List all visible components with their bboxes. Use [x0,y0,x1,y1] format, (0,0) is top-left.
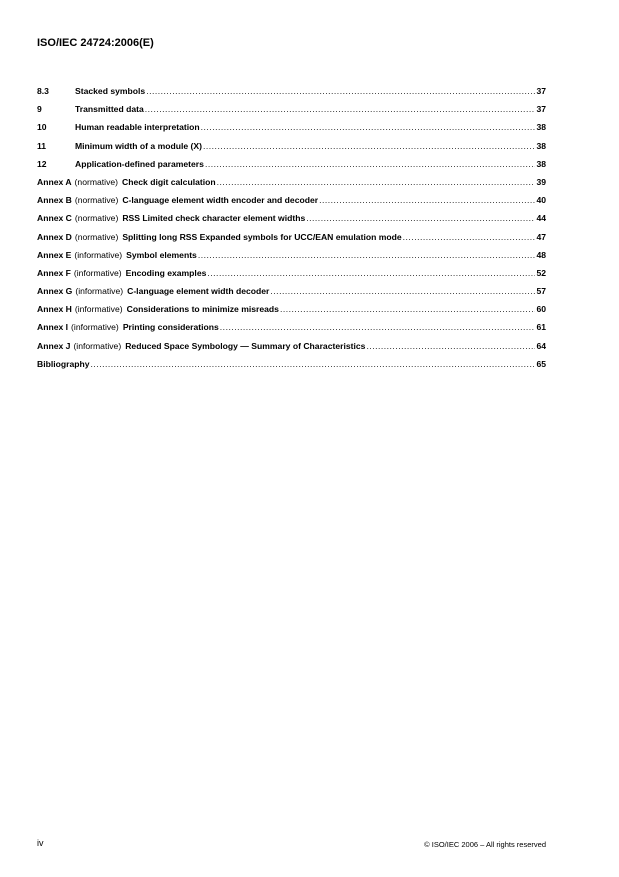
toc-entry-annex[interactable] [37,195,546,213]
toc-annex-type: (informative) [71,322,119,333]
toc-page-number: 61 [536,322,546,333]
toc-page-number: 60 [536,304,546,315]
toc-dot-leader [203,141,535,151]
toc-page-number: 57 [536,286,546,297]
toc-entry-title: Check digit calculation [122,176,216,187]
toc-entry-title: Splitting long RSS Expanded symbols for UCC/EAN emulation mode [122,231,402,242]
toc-dot-leader [91,359,536,369]
toc-entry-title: Transmitted data [75,104,144,115]
toc-entry-clause[interactable] [37,159,546,177]
toc-page-number: 65 [536,358,546,369]
toc-annex-type: (informative) [75,286,124,297]
toc-entry-annex[interactable] [37,268,546,286]
toc-dot-leader [201,122,536,132]
toc-entry-title: C-language element width encoder and decoder [122,195,319,206]
toc-annex-label: Annex E [37,249,72,260]
toc-entry-title: Symbol elements [126,249,197,260]
toc-page-number: 37 [536,86,546,96]
toc-dot-leader [220,322,536,332]
toc-annex-type: (normative) [74,195,119,206]
toc-entry-clause[interactable] [37,104,546,122]
toc-annex-type: (normative) [74,231,119,242]
toc-page-number: 38 [536,122,546,133]
toc-entry-annex[interactable] [37,232,546,250]
toc-clause-number: 10 [37,122,47,133]
toc-annex-label: Annex J [37,340,71,351]
toc-dot-leader [198,250,536,260]
toc-page-number: 52 [536,267,546,278]
toc-clause-number: 12 [37,158,47,169]
toc-annex-type: (informative) [73,340,122,351]
footer-page-number: iv [37,838,44,848]
toc-entry-title: Stacked symbols [75,86,146,96]
toc-entry-clause[interactable] [37,141,546,159]
toc-page-number: 64 [536,340,546,351]
toc-entry-title: Printing considerations [122,322,219,333]
toc-page-number: 47 [536,231,546,242]
toc-dot-leader [366,341,535,351]
toc-entry-title: Considerations to minimize misreads [126,304,279,315]
toc-entry-clause[interactable] [37,122,546,140]
toc-entry-annex[interactable] [37,322,546,340]
toc-annex-label: Annex A [37,176,72,187]
toc-entry-annex[interactable] [37,304,546,322]
toc-dot-leader [217,177,536,187]
toc-annex-type: (informative) [73,267,122,278]
toc-annex-type: (informative) [74,304,123,315]
toc-entry-title: C-language element width decoder [127,286,270,297]
toc-entry-annex[interactable] [37,213,546,231]
toc-entry-title: Reduced Space Symbology — Summary of Characteristics [125,340,366,351]
toc-annex-label: Annex C [37,213,72,224]
toc-annex-type: (normative) [74,176,119,187]
footer-copyright: © ISO/IEC 2006 – All rights reserved [424,840,546,849]
toc-entry-title: Human readable interpretation [75,122,200,133]
toc-clause-number: 9 [37,104,42,115]
toc-dot-leader [270,286,535,296]
toc-page-number: 37 [536,104,546,115]
toc-entry-clause[interactable] [37,86,546,104]
toc-clause-number: 8.3 [37,86,49,96]
toc-entry-bibliography[interactable] [37,359,546,377]
document-header: ISO/IEC 24724:2006(E) [37,37,154,49]
toc-entry-title: Application-defined parameters [75,158,204,169]
toc-dot-leader [403,232,536,242]
toc-page-number: 38 [536,158,546,169]
toc-entry-title: Minimum width of a module (X) [75,140,202,151]
table-of-contents [37,86,546,377]
toc-entry-title: Bibliography [37,358,90,369]
toc-page-number: 38 [536,140,546,151]
toc-page-number: 44 [536,213,546,224]
toc-dot-leader [280,304,535,314]
toc-annex-label: Annex G [37,286,73,297]
toc-page-number: 39 [536,176,546,187]
toc-entry-annex[interactable] [37,177,546,195]
toc-annex-label: Annex D [37,231,72,242]
toc-annex-label: Annex F [37,267,71,278]
toc-annex-type: (normative) [74,213,119,224]
toc-page-number: 40 [536,195,546,206]
toc-dot-leader [145,104,536,114]
toc-entry-annex[interactable] [37,250,546,268]
toc-annex-label: Annex I [37,322,69,333]
toc-dot-leader [205,159,536,169]
toc-page-number: 48 [536,249,546,260]
toc-annex-label: Annex B [37,195,72,206]
toc-dot-leader [319,195,535,205]
toc-annex-type: (informative) [74,249,123,260]
toc-entry-annex[interactable] [37,341,546,359]
toc-dot-leader [146,86,535,96]
toc-entry-title: RSS Limited check character element widths [122,213,306,224]
toc-annex-label: Annex H [37,304,72,315]
toc-entry-title: Encoding examples [125,267,207,278]
toc-dot-leader [207,268,535,278]
toc-clause-number: 11 [37,140,47,151]
toc-entry-annex[interactable] [37,286,546,304]
toc-dot-leader [306,213,535,223]
